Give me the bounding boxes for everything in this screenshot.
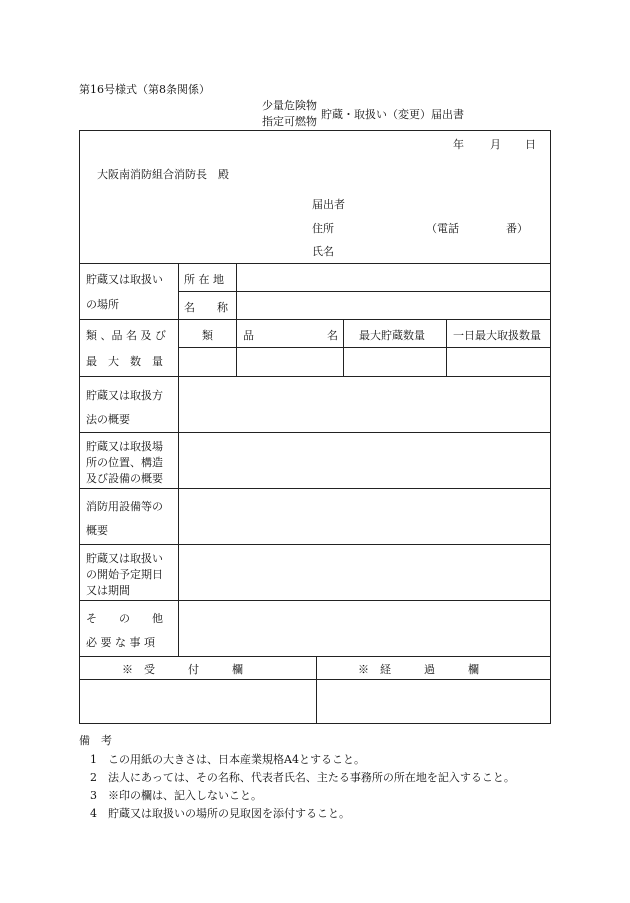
note-item: 2 法人にあっては、その名称、代表者氏名、主たる事務所の所在地を記入すること。 [90, 771, 515, 784]
other-label-2: 必 要 な 事 項 [86, 636, 155, 649]
title-line-small-hazardous: 少量危険物 [262, 99, 317, 112]
notes-title: 備 考 [79, 734, 112, 747]
title-line-designated-combustibles: 指定可燃物 [262, 115, 317, 128]
facility-name-label: 名 称 [184, 301, 228, 314]
phone-label: （電話 [426, 222, 459, 235]
method-label-1: 貯蔵又は取扱方 [86, 389, 163, 402]
date-day-label: 日 [525, 138, 536, 151]
fire-equipment-label-2: 概要 [86, 524, 108, 537]
note-item: 1 この用紙の大きさは、日本産業規格A4とすること。 [90, 753, 365, 766]
location-label: 所 在 地 [184, 273, 224, 286]
structure-label-3: 及び設備の概要 [86, 472, 163, 485]
name-label: 氏名 [312, 245, 334, 258]
col-max-storage-header: 最大貯蔵数量 [359, 329, 425, 342]
category-label-1: 類 、品 名 及 び [86, 329, 166, 342]
addressee: 大阪南消防組合消防長 殿 [97, 168, 229, 181]
col-item-header-2: 名 [327, 329, 338, 342]
fire-equipment-label-1: 消防用設備等の [86, 500, 163, 513]
form-number: 第16号様式（第8条関係） [79, 83, 210, 96]
progress-header: ※ 経 過 欄 [358, 663, 479, 676]
reception-header: ※ 受 付 欄 [122, 663, 243, 676]
structure-label-1: 貯蔵又は取扱場 [86, 440, 163, 453]
form-title: 貯蔵・取扱い（変更）届出書 [321, 108, 464, 121]
schedule-label-1: 貯蔵又は取扱い [86, 552, 163, 565]
notifier-label: 届出者 [312, 198, 345, 211]
col-daily-max-header: 一日最大取扱数量 [453, 329, 541, 342]
method-label-2: 法の概要 [86, 413, 130, 426]
schedule-label-2: の開始予定期日 [86, 568, 163, 581]
other-label-1: そ の 他 [86, 612, 163, 625]
note-item: 3 ※印の欄は、記入しないこと。 [90, 789, 262, 802]
place-label-1: 貯蔵又は取扱い [86, 273, 163, 286]
note-item: 4 貯蔵又は取扱いの場所の見取図を添付すること。 [90, 807, 350, 820]
schedule-label-3: 又は期間 [86, 584, 130, 597]
structure-label-2: 所の位置、構造 [86, 456, 163, 469]
place-label-2: の場所 [86, 298, 119, 311]
col-item-header: 品 [243, 329, 254, 342]
category-label-2: 最 大 数 量 [86, 355, 163, 368]
date-year-label: 年 [453, 138, 464, 151]
date-month-label: 月 [490, 138, 501, 151]
col-type-header: 類 [202, 329, 213, 342]
form-sheet [79, 130, 551, 724]
address-label: 住所 [312, 222, 334, 235]
phone-suffix: 番） [506, 222, 528, 235]
